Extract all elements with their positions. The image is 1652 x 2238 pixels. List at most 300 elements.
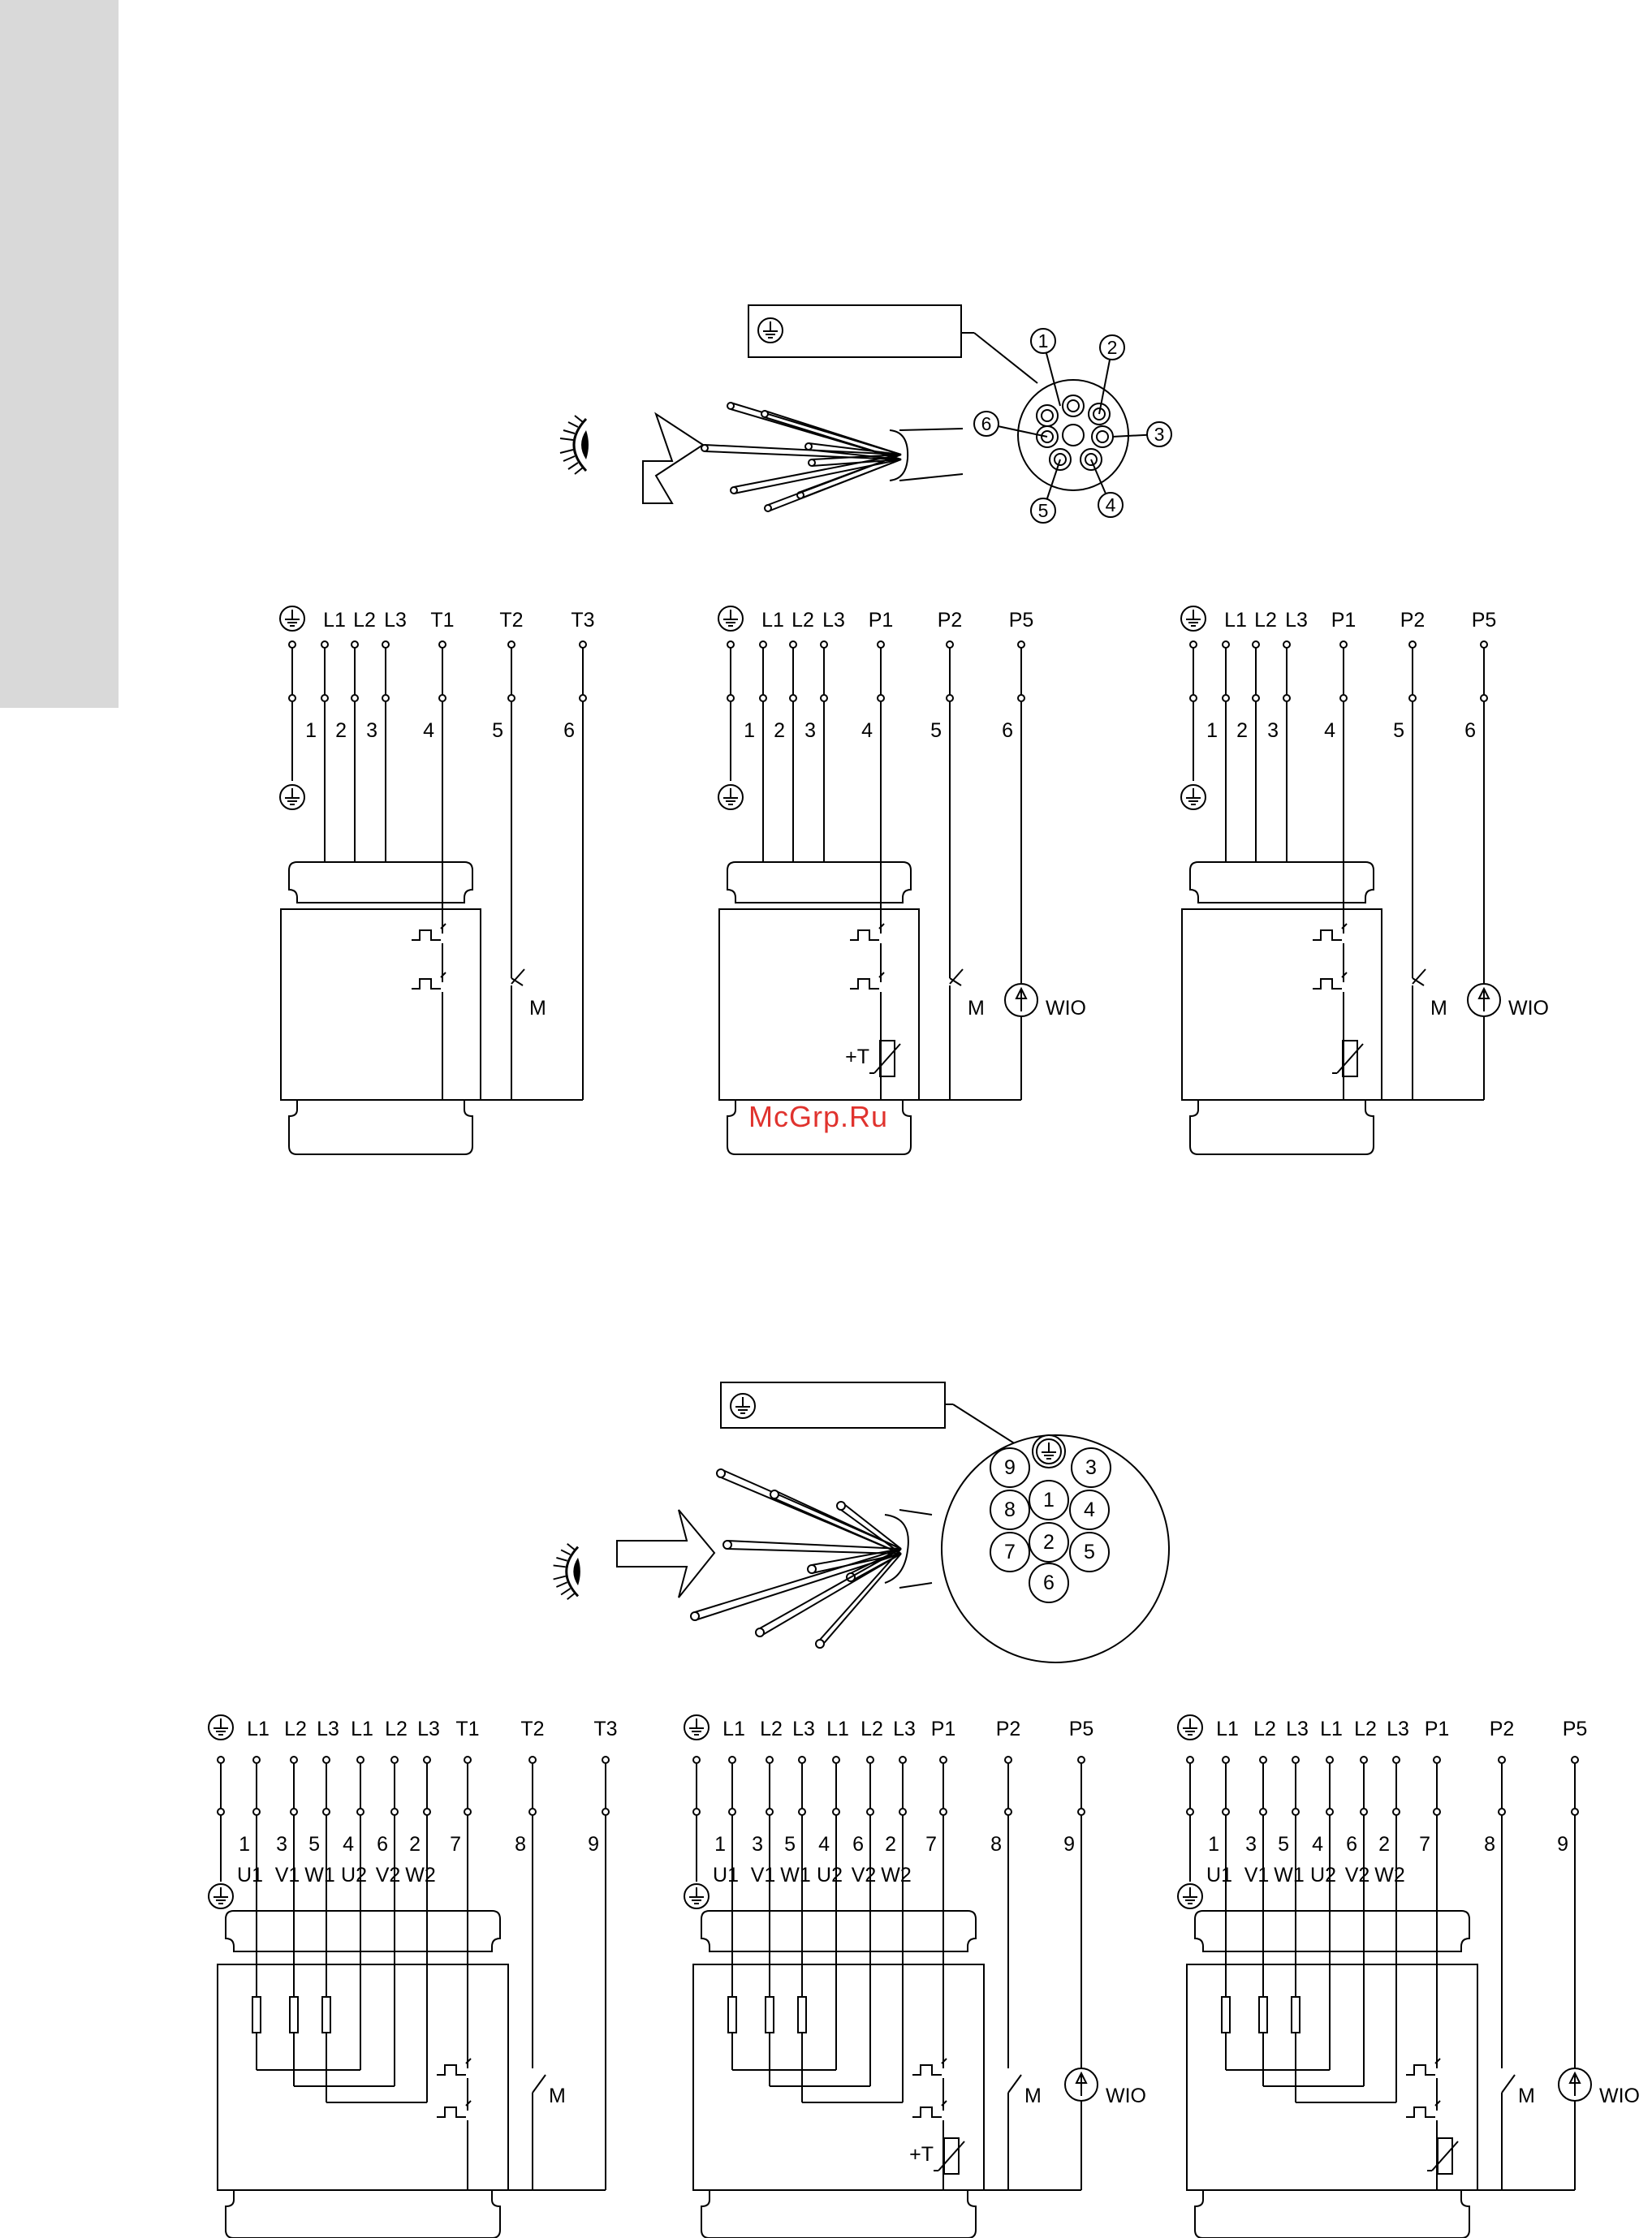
terminal-dot xyxy=(357,1757,364,1763)
earth-icon xyxy=(209,1715,233,1740)
terminal-label: L3 xyxy=(792,1718,815,1740)
moisture-switch-label: M xyxy=(529,997,546,1020)
pin-number: 4 xyxy=(1105,494,1116,515)
wire-number: 3 xyxy=(1267,719,1279,742)
moisture-switch-label: M xyxy=(1518,2085,1535,2107)
terminal-dot xyxy=(766,1757,773,1763)
moisture-switch-icon xyxy=(1502,2075,1515,2093)
wire-number: 3 xyxy=(276,1833,287,1856)
terminal-dot xyxy=(899,1757,906,1763)
wiring-diagram-6-3 xyxy=(1181,606,1549,1154)
cable-wire xyxy=(765,411,901,455)
moisture-switch-label: M xyxy=(1430,997,1447,1020)
terminal-dot xyxy=(464,1809,471,1815)
terminal-dot xyxy=(382,695,389,701)
terminal-dot xyxy=(323,1757,330,1763)
wire-number: 4 xyxy=(343,1833,354,1856)
motor-upper-cap xyxy=(701,1911,976,1951)
terminal-dot xyxy=(424,1809,430,1815)
wire-number: 1 xyxy=(305,719,317,742)
wire-number: 8 xyxy=(1484,1833,1495,1856)
motor-upper-cap xyxy=(727,862,911,903)
terminal-dot xyxy=(947,641,953,648)
terminal-dot xyxy=(253,1757,260,1763)
earth-icon xyxy=(684,1884,709,1908)
terminal-dot xyxy=(1481,695,1487,701)
wire-number: 5 xyxy=(1278,1833,1289,1856)
winding-label: V2 xyxy=(375,1864,401,1887)
ptc-label: +T xyxy=(909,2143,934,2166)
core-number: 3 xyxy=(1085,1456,1097,1479)
pin-number: 6 xyxy=(981,413,992,434)
terminal-dot xyxy=(833,1757,839,1763)
wire-end xyxy=(701,445,708,451)
terminal-label: P5 xyxy=(1471,609,1497,632)
wire-end xyxy=(809,459,815,466)
eye-icon xyxy=(554,1544,580,1599)
terminal-label: P1 xyxy=(868,609,894,632)
wire-end xyxy=(837,1502,845,1510)
cable-sheath xyxy=(899,1510,932,1515)
terminal-dot xyxy=(424,1757,430,1763)
thermal-switch-icon xyxy=(1313,979,1342,989)
leader xyxy=(974,333,1037,383)
terminal-dot xyxy=(947,695,953,701)
terminal-label: P5 xyxy=(1562,1718,1588,1740)
ptc-diagonal xyxy=(1337,1044,1363,1073)
terminal-label: L2 xyxy=(284,1718,307,1740)
wire-number: 9 xyxy=(588,1833,599,1856)
terminal-dot xyxy=(940,1809,947,1815)
terminal-dot xyxy=(602,1809,609,1815)
motor-lower-cap xyxy=(1190,1100,1374,1154)
wire-end xyxy=(770,1490,779,1498)
terminal-label: L2 xyxy=(861,1718,883,1740)
terminal-label: L1 xyxy=(1320,1718,1343,1740)
cable-sheath xyxy=(899,1583,932,1588)
terminal-label: P5 xyxy=(1008,609,1034,632)
core-inner xyxy=(1068,400,1079,412)
winding-label: W2 xyxy=(881,1864,912,1887)
wire-end xyxy=(717,1469,725,1477)
terminal-dot xyxy=(799,1757,805,1763)
wire-number: 1 xyxy=(744,719,755,742)
wire-number: 8 xyxy=(515,1833,526,1856)
terminal-dot xyxy=(1340,641,1347,648)
terminal-dot xyxy=(1283,641,1290,648)
terminal-dot xyxy=(218,1757,224,1763)
terminal-dot xyxy=(391,1809,398,1815)
wiring-diagram-9-2 xyxy=(684,1715,1146,2238)
view-arrow-icon xyxy=(643,414,703,503)
wire-number: 3 xyxy=(366,719,377,742)
wire-number: 5 xyxy=(930,719,942,742)
terminal-dot xyxy=(940,1757,947,1763)
eye-icon xyxy=(560,416,589,474)
wire-end xyxy=(731,487,737,494)
earth-icon xyxy=(1178,1715,1202,1740)
wire-number: 4 xyxy=(1324,719,1335,742)
terminal-dot xyxy=(1393,1757,1400,1763)
cable-wire xyxy=(760,1554,901,1636)
terminal-label: P2 xyxy=(1489,1718,1515,1740)
wire-number: 1 xyxy=(714,1833,726,1856)
wiring-diagram-9-3 xyxy=(1178,1715,1640,2238)
terminal-dot xyxy=(1253,695,1259,701)
terminal-label: L1 xyxy=(826,1718,849,1740)
terminal-dot xyxy=(1078,1757,1085,1763)
motor-body xyxy=(719,909,919,1100)
terminal-dot xyxy=(833,1809,839,1815)
terminal-label: P2 xyxy=(937,609,963,632)
thermal-switch-icon xyxy=(912,2107,942,2117)
terminal-dot xyxy=(529,1809,536,1815)
terminal-dot xyxy=(352,695,358,701)
sensor-label: WIO xyxy=(1046,997,1086,1020)
winding-label: V1 xyxy=(750,1864,776,1887)
cable-wire xyxy=(760,1549,901,1628)
terminal-label: T1 xyxy=(430,609,455,632)
terminal-dot xyxy=(1223,1757,1229,1763)
terminal-dot xyxy=(602,1757,609,1763)
terminal-dot xyxy=(729,1809,735,1815)
winding-label: W2 xyxy=(1374,1864,1405,1887)
earth-icon xyxy=(718,785,743,809)
wire-number: 6 xyxy=(1346,1833,1357,1856)
wire-end xyxy=(691,1612,699,1620)
wire-number: 8 xyxy=(990,1833,1002,1856)
core-number: 8 xyxy=(1004,1498,1016,1521)
winding-resistor xyxy=(290,1997,298,2033)
wire-number: 9 xyxy=(1063,1833,1075,1856)
wire-end xyxy=(761,411,768,417)
wiring-diagram-6-2 xyxy=(718,606,1086,1154)
thermal-switch-icon xyxy=(1406,2107,1435,2117)
core-number: 5 xyxy=(1084,1541,1095,1563)
terminal-dot xyxy=(529,1757,536,1763)
pin-number: 1 xyxy=(1037,330,1049,351)
wire-number: 4 xyxy=(423,719,434,742)
cable-9-core-illustration xyxy=(554,1382,1169,1662)
terminal-dot xyxy=(1018,641,1024,648)
winding-resistor xyxy=(728,1997,736,2033)
wire-number: 4 xyxy=(818,1833,830,1856)
pin-number: 5 xyxy=(1037,500,1049,521)
terminal-dot xyxy=(1190,641,1197,648)
terminal-label: L2 xyxy=(1354,1718,1377,1740)
winding-label: U1 xyxy=(713,1864,739,1887)
terminal-label: L3 xyxy=(822,609,845,632)
terminal-dot xyxy=(508,641,515,648)
earth-icon xyxy=(1181,606,1206,631)
terminal-dot xyxy=(693,1809,700,1815)
winding-label: V1 xyxy=(274,1864,300,1887)
terminal-label: L1 xyxy=(1224,609,1247,632)
terminal-dot xyxy=(1260,1757,1266,1763)
terminal-dot xyxy=(1005,1809,1011,1815)
motor-upper-cap xyxy=(226,1911,500,1951)
terminal-dot xyxy=(1223,641,1229,648)
thermal-switch-icon xyxy=(437,2107,466,2117)
terminal-dot xyxy=(790,695,796,701)
earth-icon xyxy=(1178,1884,1202,1908)
sensor-label: WIO xyxy=(1599,2085,1640,2107)
terminal-dot xyxy=(1283,695,1290,701)
wire-number: 6 xyxy=(1464,719,1476,742)
terminal-dot xyxy=(1190,695,1197,701)
terminal-label: T2 xyxy=(520,1718,545,1740)
wire-number: 5 xyxy=(1393,719,1404,742)
terminal-dot xyxy=(1187,1757,1193,1763)
ptc-label: +T xyxy=(845,1046,869,1068)
terminal-dot xyxy=(1361,1809,1367,1815)
moisture-switch-icon xyxy=(1008,2075,1021,2093)
terminal-dot xyxy=(1361,1757,1367,1763)
terminal-dot xyxy=(799,1809,805,1815)
earth-icon xyxy=(209,1884,233,1908)
winding-resistor xyxy=(1292,1997,1300,2033)
wire-number: 7 xyxy=(1419,1833,1430,1856)
terminal-dot xyxy=(321,641,328,648)
terminal-dot xyxy=(1223,1809,1229,1815)
terminal-label: T2 xyxy=(499,609,524,632)
core-number: 6 xyxy=(1043,1572,1055,1594)
earth-icon xyxy=(280,785,304,809)
wire-number: 5 xyxy=(784,1833,796,1856)
wire-number: 3 xyxy=(804,719,816,742)
wire-number: 2 xyxy=(409,1833,421,1856)
terminal-dot xyxy=(464,1757,471,1763)
terminal-label: L1 xyxy=(247,1718,270,1740)
winding-label: W1 xyxy=(780,1864,811,1887)
terminal-dot xyxy=(878,695,884,701)
wire-end xyxy=(816,1640,824,1648)
cable-wire xyxy=(768,455,901,505)
terminal-label: L2 xyxy=(760,1718,783,1740)
terminal-dot xyxy=(1499,1809,1505,1815)
wire-number: 6 xyxy=(852,1833,864,1856)
terminal-label: L1 xyxy=(323,609,346,632)
winding-label: V2 xyxy=(851,1864,877,1887)
terminal-dot xyxy=(291,1757,297,1763)
wire-end xyxy=(808,1565,816,1573)
terminal-dot xyxy=(727,695,734,701)
winding-resistor xyxy=(1222,1997,1230,2033)
terminal-label: L3 xyxy=(893,1718,916,1740)
view-arrow-icon xyxy=(617,1510,714,1598)
winding-label: W1 xyxy=(304,1864,335,1887)
thermal-switch-icon xyxy=(912,2065,942,2075)
sensor-label: WIO xyxy=(1508,997,1549,1020)
terminal-label: L1 xyxy=(761,609,784,632)
terminal-dot xyxy=(323,1809,330,1815)
winding-label: U2 xyxy=(817,1864,843,1887)
wire-end xyxy=(805,443,812,450)
terminal-dot xyxy=(1260,1809,1266,1815)
terminal-label: L3 xyxy=(417,1718,440,1740)
terminal-dot xyxy=(1572,1757,1578,1763)
terminal-dot xyxy=(867,1809,873,1815)
thermal-switch-icon xyxy=(850,979,879,989)
thermal-switch-icon xyxy=(1313,930,1342,940)
terminal-dot xyxy=(291,1809,297,1815)
terminal-dot xyxy=(508,695,515,701)
sensor-label: WIO xyxy=(1106,2085,1146,2107)
terminal-label: L1 xyxy=(722,1718,745,1740)
terminal-dot xyxy=(357,1809,364,1815)
motor-lower-cap xyxy=(701,2190,976,2238)
winding-resistor xyxy=(1259,1997,1267,2033)
terminal-label: P1 xyxy=(1424,1718,1450,1740)
wire-number: 2 xyxy=(1378,1833,1390,1856)
wire-number: 1 xyxy=(1206,719,1218,742)
terminal-dot xyxy=(1253,641,1259,648)
ptc-diagonal xyxy=(938,2141,964,2171)
terminal-dot xyxy=(439,641,446,648)
core-inner xyxy=(1097,431,1108,442)
pin-number: 2 xyxy=(1106,337,1118,358)
terminal-dot xyxy=(1018,695,1024,701)
winding-resistor xyxy=(252,1997,261,2033)
terminal-label: L2 xyxy=(353,609,376,632)
terminal-label: T3 xyxy=(593,1718,618,1740)
terminal-label: L3 xyxy=(1286,1718,1309,1740)
ptc-diagonal xyxy=(874,1044,900,1073)
wiring-diagram-9-1 xyxy=(209,1715,618,2238)
wire-number: 4 xyxy=(861,719,873,742)
terminal-label: L2 xyxy=(791,609,814,632)
terminal-dot xyxy=(1481,641,1487,648)
terminal-dot xyxy=(899,1809,906,1815)
wire-number: 4 xyxy=(1312,1833,1323,1856)
wire-number: 2 xyxy=(335,719,347,742)
terminal-dot xyxy=(391,1757,398,1763)
cable-wire xyxy=(695,1549,901,1612)
wire-number: 6 xyxy=(377,1833,388,1856)
thermal-switch-icon xyxy=(1406,2065,1435,2075)
wire-number: 6 xyxy=(1002,719,1013,742)
moisture-switch-icon xyxy=(533,2075,546,2093)
terminal-label: P1 xyxy=(1331,609,1357,632)
core-number: 4 xyxy=(1084,1498,1095,1521)
terminal-dot xyxy=(821,695,827,701)
earth-icon xyxy=(1181,785,1206,809)
terminal-dot xyxy=(760,695,766,701)
terminal-dot xyxy=(1572,1809,1578,1815)
terminal-dot xyxy=(352,641,358,648)
wire-number: 6 xyxy=(563,719,575,742)
motor-body xyxy=(1182,909,1382,1100)
ptc-diagonal xyxy=(1432,2141,1458,2171)
terminal-label: L2 xyxy=(1253,1718,1276,1740)
thermal-switch-icon xyxy=(850,930,879,940)
terminal-dot xyxy=(727,641,734,648)
thermal-switch-icon xyxy=(412,930,441,940)
terminal-dot xyxy=(867,1757,873,1763)
wire-number: 2 xyxy=(885,1833,896,1856)
terminal-dot xyxy=(1187,1809,1193,1815)
core-inner xyxy=(1042,410,1053,421)
motor-upper-cap xyxy=(1195,1911,1469,1951)
terminal-dot xyxy=(1223,695,1229,701)
moisture-switch-label: M xyxy=(968,997,985,1020)
terminal-dot xyxy=(1005,1757,1011,1763)
terminal-dot xyxy=(1326,1757,1333,1763)
terminal-dot xyxy=(1340,695,1347,701)
terminal-dot xyxy=(580,641,586,648)
terminal-dot xyxy=(766,1809,773,1815)
motor-lower-cap xyxy=(226,2190,500,2238)
watermark-text: McGrp.Ru xyxy=(748,1100,889,1133)
wire-number: 2 xyxy=(1236,719,1248,742)
wire-number: 5 xyxy=(308,1833,320,1856)
motor-lower-cap xyxy=(289,1100,472,1154)
earth-icon xyxy=(684,1715,709,1740)
wire-number: 1 xyxy=(239,1833,250,1856)
terminal-dot xyxy=(1078,1809,1085,1815)
wire-end xyxy=(765,505,771,511)
winding-label: V2 xyxy=(1344,1864,1370,1887)
terminal-label: L3 xyxy=(1285,609,1308,632)
terminal-dot xyxy=(790,641,796,648)
terminal-label: L2 xyxy=(1254,609,1277,632)
winding-label: U2 xyxy=(1310,1864,1336,1887)
earth-icon xyxy=(718,606,743,631)
terminal-dot xyxy=(1499,1757,1505,1763)
winding-label: U2 xyxy=(341,1864,367,1887)
winding-label: W2 xyxy=(405,1864,436,1887)
thermal-switch-icon xyxy=(437,2065,466,2075)
terminal-dot xyxy=(1409,641,1416,648)
terminal-dot xyxy=(580,695,586,701)
terminal-dot xyxy=(878,641,884,648)
cable-sheath xyxy=(899,429,963,430)
wire-number: 1 xyxy=(1208,1833,1219,1856)
winding-label: V1 xyxy=(1244,1864,1270,1887)
motor-body xyxy=(281,909,481,1100)
terminal-dot xyxy=(1409,695,1416,701)
terminal-dot xyxy=(439,695,446,701)
earth-icon xyxy=(280,606,304,631)
cable-sheath xyxy=(899,474,963,481)
terminal-label: P2 xyxy=(995,1718,1021,1740)
terminal-label: P1 xyxy=(930,1718,956,1740)
terminal-label: L1 xyxy=(1216,1718,1239,1740)
wire-number: 7 xyxy=(450,1833,461,1856)
motor-upper-cap xyxy=(289,862,472,903)
core-number: 7 xyxy=(1004,1541,1016,1563)
core-number: 9 xyxy=(1004,1456,1016,1479)
winding-label: U1 xyxy=(237,1864,263,1887)
terminal-dot xyxy=(1434,1809,1440,1815)
core-number: 2 xyxy=(1043,1531,1055,1554)
terminal-dot xyxy=(821,641,827,648)
wire-number: 5 xyxy=(492,719,503,742)
cable-label-box xyxy=(748,305,961,357)
terminal-dot xyxy=(1393,1809,1400,1815)
core-center xyxy=(1063,425,1084,446)
terminal-label: P5 xyxy=(1068,1718,1094,1740)
earth-icon xyxy=(731,1394,755,1418)
terminal-dot xyxy=(729,1757,735,1763)
wire-number: 3 xyxy=(752,1833,763,1856)
terminal-label: T1 xyxy=(455,1718,480,1740)
wire-number: 2 xyxy=(774,719,785,742)
wire-number: 3 xyxy=(1245,1833,1257,1856)
winding-resistor xyxy=(322,1997,330,2033)
terminal-label: L3 xyxy=(1387,1718,1409,1740)
wire-end xyxy=(756,1628,764,1636)
